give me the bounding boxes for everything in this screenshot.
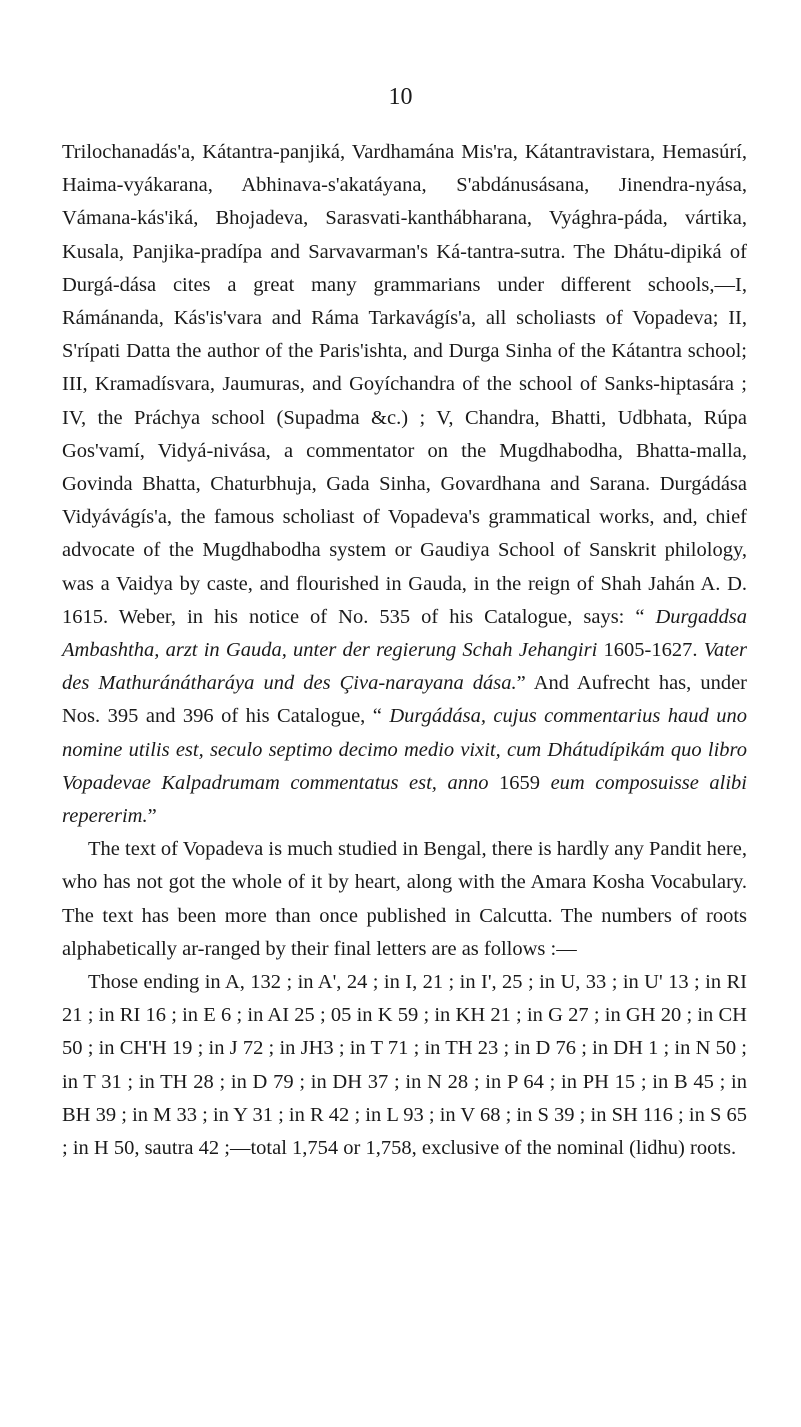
italic-segment: Durgaddsa Ambashtha, arzt in Gauda, unter der regierung Schah Jehangiri <box>62 605 747 662</box>
paragraph-1 <box>62 136 747 833</box>
text-segment: 1605-1627. <box>597 639 704 662</box>
text-segment: The text of Vopadeva is much studied in Bengal, there is hardly any Pandit here, who has not got the whole of it by heart, along with the Amara Kosha Vocabulary. The text has been more than once published in Calcutta. The numbers of roots alphabetically ar-ranged by their final letters are as follows :— <box>62 838 747 960</box>
text-segment: ” And Aufrecht has, under Nos. 395 and 396 of his Catalogue, “ <box>62 672 747 728</box>
page-number: 10 <box>388 84 413 110</box>
text-segment: Trilochanadás'a, Kátantra-panjiká, Vardhamána Mis'ra, Kátantravistara, Hemasúrí, Haima-vyákarana, Abhinava-s'akatáyana, S'abdánusásana, Jinendra-nyása, Vámana-kás'iká, Bhojadeva, Sarasvati-kanthábharana, Vyághra-páda, vártika, Kusala, Panjika-pradípa and Sarvavarman's Ká-tantra-sutra. The Dhátu-dipiká of Durgá-dása cites a great many grammarians under different schools,—I, Rámánanda, Kás'is'vara and Ráma Tarkavágís'a, all scholiasts of Vopadeva; II, S'rípati Datta the author of the Paris'ishta, and Durga Sinha of the Kátantra school; III, Kramadísvara, Jaumuras, and Goyíchandra of the school of Sanks-hiptasára ; IV, the Práchya school (Supadma &c.) ; V, Chandra, Bhatti, Udbhata, Rúpa Gos'vamí, Vidyá-nivása, a commentator on the Mugdhabodha, Bhatta-malla, Govinda Bhatta, Chaturbhuja, Gada Sinha, Govardhana and Sarana. Durgádása Vidyávágís'a, the famous scholiast of Vopadeva's grammatical works, and, chief advocate of the Mugdhabodha system or Gaudiya School of Sanskrit philology, was a Vaidya by caste, and flourished in Gauda, in the reign of Shah Jahán A. D. 1615. Weber, in his notice of No. 535 of his Catalogue, says: “ <box>62 141 747 628</box>
text-segment: 1659 <box>488 771 551 794</box>
text-segment: ” <box>147 805 157 828</box>
text-segment: Those ending in A, 132 ; in A', 24 ; in I, 21 ; in I', 25 ; in U, 33 ; in U' 13 ; in RI 21 ; in RI 16 ; in E 6 ; in AI 25 ; 05 in K 59 ; in KH 21 ; in G 27 ; in GH 20 ; in CH 50 ; in CH'H 19 ; in J 72 ; in JH3 ; in T 71 ; in TH 23 ; in D 76 ; in DH 1 ; in N 50 ; in T 31 ; in TH 28 ; in D 79 ; in DH 37 ; in N 28 ; in P 64 ; in PH 15 ; in B 45 ; in BH 39 ; in M 33 ; in Y 31 ; in R 42 ; in L 93 ; in V 68 ; in S 39 ; in SH 116 ; in S 65 ; in H 50, sautra 42 ;—total 1,754 or 1,758, exclusive of the nominal (lidhu) roots. <box>62 971 747 1160</box>
italic-segment: Vater des Mathuránátharáya und des Çiva-narayana dása. <box>62 639 747 695</box>
paragraph-2 <box>62 833 747 966</box>
italic-segment: eum composuisse alibi repererim. <box>62 771 748 828</box>
body-text <box>62 136 747 1165</box>
italic-segment: Durgádása, cujus commentarius haud uno nomine utilis est, seculo septimo decimo medio vixit, cum Dhátudípikám quo libro Vopadevae Kalpadrumam commentatus est, anno <box>62 705 747 794</box>
paragraph-3 <box>62 966 747 1165</box>
